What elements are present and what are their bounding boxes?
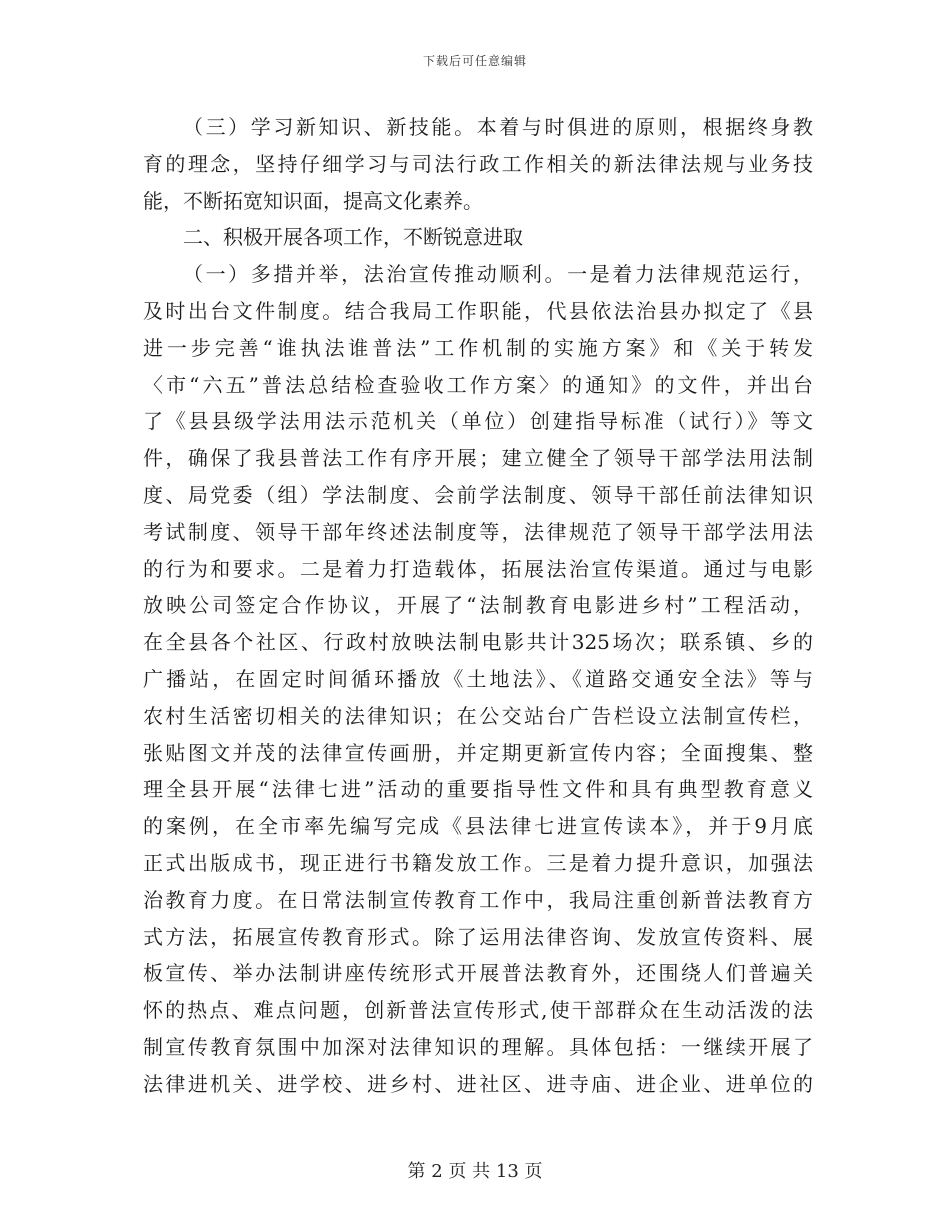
body-line: 了《县县级学法用法示范机关（单位）创建指导标准（试行）》等文 (143, 409, 813, 434)
body-line: 〈市“六五”普法总结检查验收工作方案〉的通知》的文件，并出台 (143, 372, 813, 397)
footer-label-ye-2: 页 (524, 1161, 543, 1182)
body-line: 理全县开展“法律七进”活动的重要指导性文件和具有典型教育意义 (143, 777, 813, 802)
body-line: 农村生活密切相关的法律知识；在公交站台广告栏设立法制宣传栏， (143, 703, 813, 728)
body-line: 进一步完善“谁执法谁普法”工作机制的实施方案》和《关于转发 (143, 335, 813, 360)
body-line: 的行为和要求。二是着力打造载体，拓展法治宣传渠道。通过与电影 (143, 556, 813, 581)
footer-label-di: 第 (407, 1161, 426, 1182)
body-line: 广播站，在固定时间循环播放《土地法》、《道路交通安全法》等与 (143, 666, 813, 691)
body-line: 件，确保了我县普法工作有序开展；建立健全了领导干部学法用法制 (143, 446, 813, 471)
body-line: 度、局党委（组）学法制度、会前学法制度、领导干部任前法律知识 (143, 482, 813, 507)
page-footer (0, 1157, 950, 1183)
body-line: 法律进机关、进学校、进乡村、进社区、进寺庙、进企业、进单位的 (143, 1071, 813, 1096)
footer-page-total: 13 (495, 1161, 519, 1182)
body-line: 板宣传、举办法制讲座传统形式开展普法教育外，还围绕人们普遍关 (143, 961, 813, 986)
body-line: 正式出版成书，现正进行书籍发放工作。三是着力提升意识，加强法 (143, 850, 813, 875)
body-line: 怀的热点、难点问题，创新普法宣传形式,使干部群众在生动活泼的法 (143, 998, 813, 1023)
footer-page-current: 2 (431, 1161, 443, 1182)
body-line: 式方法，拓展宣传教育形式。除了运用法律咨询、发放宣传资料、展 (143, 924, 813, 949)
body-line: 张贴图文并茂的法律宣传画册，并定期更新宣传内容；全面搜集、整 (143, 740, 813, 765)
body-line: 及时出台文件制度。结合我局工作职能，代县依法治县办拟定了《县 (143, 298, 813, 323)
body-line: 的案例，在全市率先编写完成《县法律七进宣传读本》，并于9月底 (143, 814, 813, 839)
footer-label-gong: 共 (472, 1161, 491, 1182)
footer-label-ye: 页 (448, 1161, 467, 1182)
body-line: 考试制度、领导干部年终述法制度等，法律规范了领导干部学法用法 (143, 519, 813, 544)
section-heading: 二、积极开展各项工作，不断锐意进取 (183, 225, 523, 250)
body-line: 治教育力度。在日常法制宣传教育工作中，我局注重创新普法教育方 (143, 887, 813, 912)
body-line: 制宣传教育氛围中加深对法律知识的理解。具体包括：一继续开展了 (143, 1034, 813, 1059)
document-body (143, 109, 813, 1103)
body-line: 放映公司签定合作协议，开展了“法制教育电影进乡村”工程活动， (143, 593, 813, 618)
body-line: 在全县各个社区、行政村放映法制电影共计325场次；联系镇、乡的 (143, 630, 813, 655)
body-line: 育的理念，坚持仔细学习与司法行政工作相关的新法律法规与业务技 (143, 151, 813, 176)
body-line: （三）学习新知识、新技能。本着与时俱进的原则，根据终身教 (183, 115, 813, 139)
body-line: 能，不断拓宽知识面，提高文化素养。 (143, 188, 483, 213)
body-line: （一）多措并举，法治宣传推动顺利。一是着力法律规范运行， (183, 262, 813, 287)
page-header: 下载后可任意编辑 (422, 54, 527, 68)
